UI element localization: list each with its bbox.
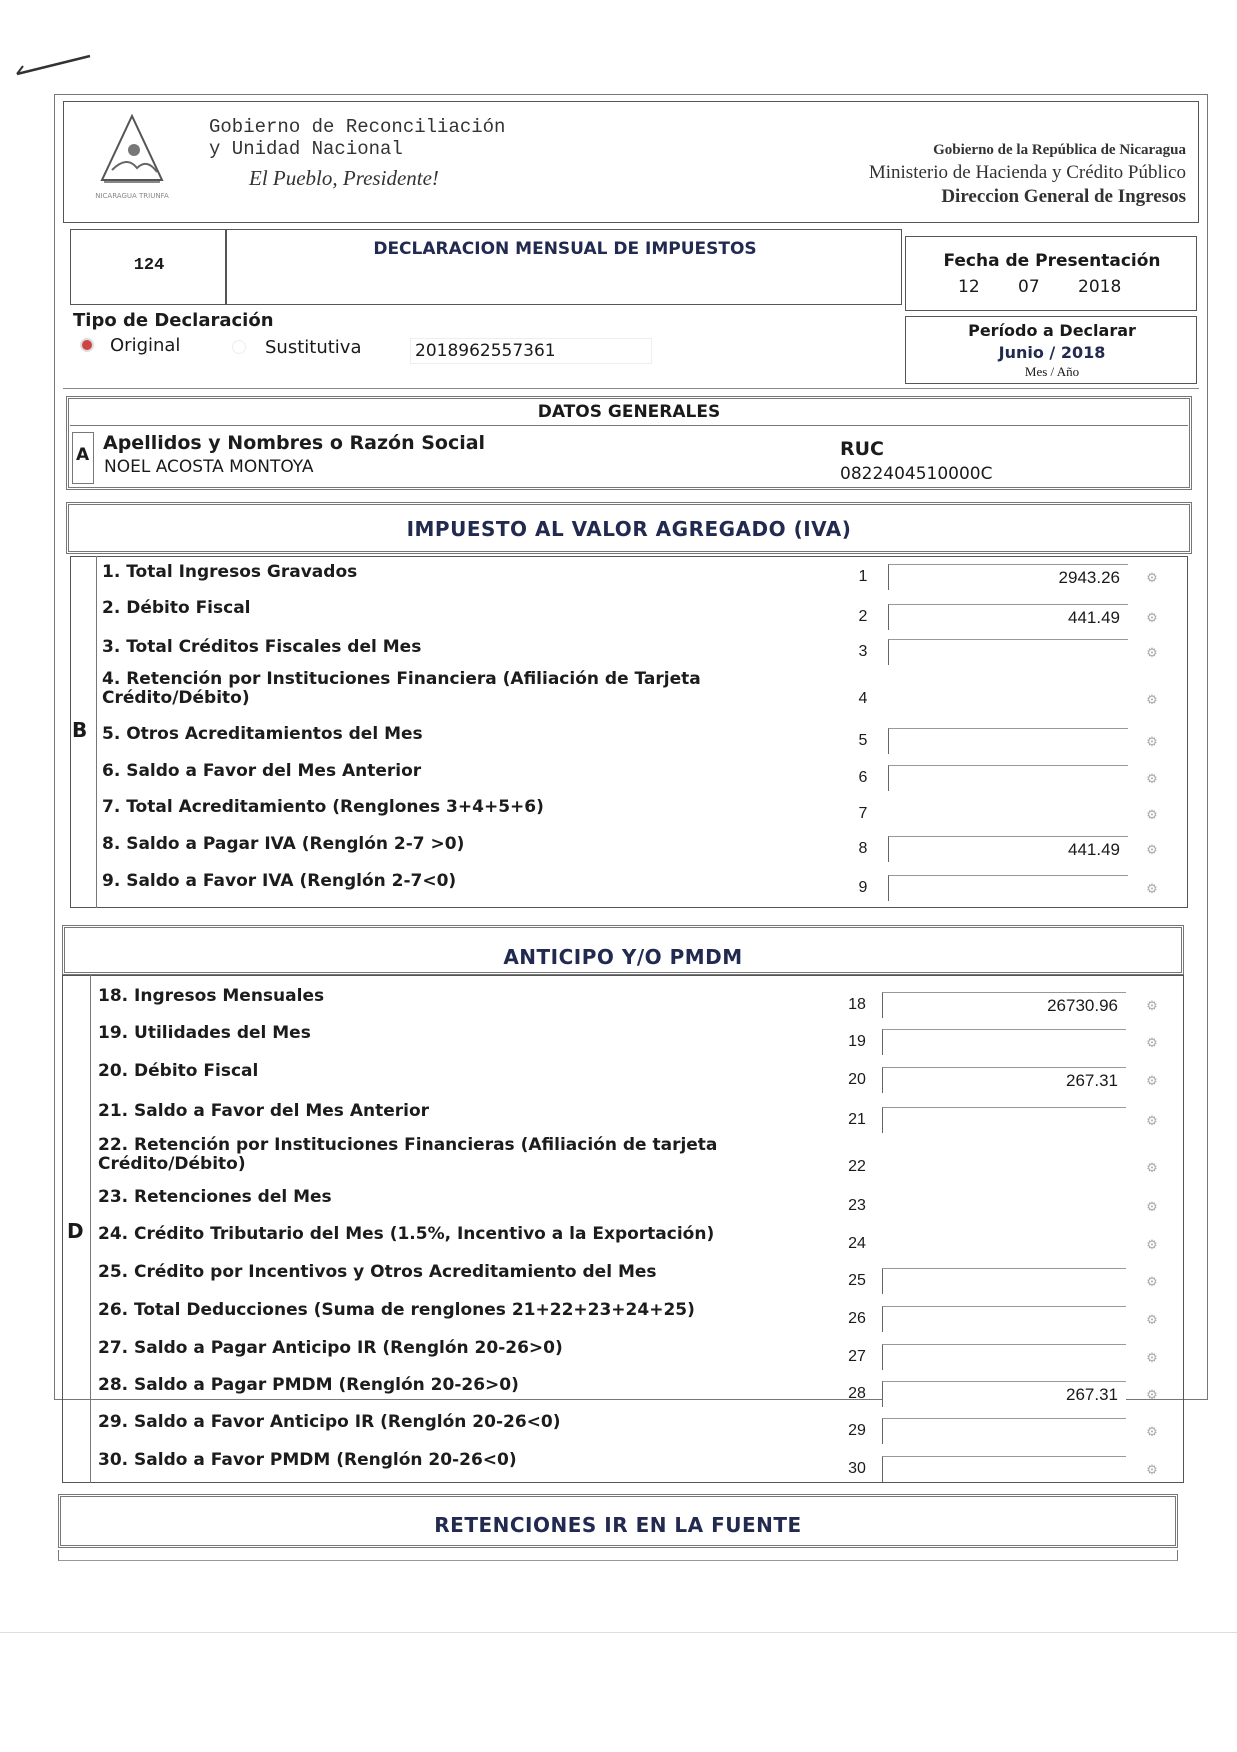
row-label-4: 4. Retención por Instituciones Financiera (Afiliación de Tarjeta Crédito/Débito) <box>102 669 701 708</box>
row-number-20: 20 <box>848 1071 866 1088</box>
calculator-icon[interactable]: ⚙ <box>1146 1351 1158 1366</box>
rep-line3: Direccion General de Ingresos <box>941 186 1186 207</box>
gov-line1: Gobierno de Reconciliación <box>209 116 506 138</box>
row-label-3: 3. Total Créditos Fiscales del Mes <box>102 637 422 657</box>
code-box <box>70 229 226 305</box>
row-input-6[interactable] <box>888 765 1128 791</box>
retenciones-title: RETENCIONES IR EN LA FUENTE <box>434 1513 802 1537</box>
row-value-8: 441.49 <box>1068 840 1120 859</box>
row-label-22: 22. Retención por Instituciones Financieras (Afiliación de tarjeta Crédito/Débito) <box>98 1135 718 1174</box>
row-label-30: 30. Saldo a Favor PMDM (Renglón 20-26<0) <box>98 1450 517 1470</box>
row-number-9: 9 <box>858 879 868 896</box>
row-input-3[interactable] <box>888 639 1128 665</box>
datos-generales-title: DATOS GENERALES <box>537 402 721 422</box>
row-value-1: 2943.26 <box>1058 568 1120 587</box>
row-label-1: 1. Total Ingresos Gravados <box>102 562 358 582</box>
ruc-label: RUC <box>840 438 885 460</box>
row-number-5: 5 <box>858 732 868 749</box>
row-value-20: 267.31 <box>1066 1071 1118 1090</box>
rep-line2: Ministerio de Hacienda y Crédito Público <box>868 162 1186 183</box>
periodo-label: Período a Declarar <box>968 321 1136 340</box>
divider <box>63 388 1199 389</box>
row-label-5: 5. Otros Acreditamientos del Mes <box>102 724 423 744</box>
row-input-28[interactable] <box>882 1381 1126 1407</box>
row-number-27: 27 <box>848 1348 866 1365</box>
tipo-label: Tipo de Declaración <box>73 310 274 331</box>
row-number-24: 24 <box>848 1235 866 1252</box>
section-a-cell <box>72 432 94 484</box>
row-input-25[interactable] <box>882 1268 1126 1294</box>
row-label-26: 26. Total Deducciones (Suma de renglones 21+22+23+24+25) <box>98 1300 695 1320</box>
section-b-letter: B <box>72 718 88 742</box>
row-input-20[interactable] <box>882 1067 1126 1093</box>
name-value: NOEL ACOSTA MONTOYA <box>104 457 314 477</box>
rep-line1: Gobierno de la República de Nicaragua <box>933 142 1186 158</box>
calculator-icon[interactable]: ⚙ <box>1146 1238 1158 1253</box>
calculator-icon[interactable]: ⚙ <box>1146 1388 1158 1403</box>
declaracion-number: 2018962557361 <box>415 341 556 361</box>
row-label-19: 19. Utilidades del Mes <box>98 1023 311 1043</box>
periodo-value: Junio / 2018 <box>998 343 1106 362</box>
row-value-18: 26730.96 <box>1047 996 1118 1015</box>
gov-line2: y Unidad Nacional <box>209 138 403 160</box>
calculator-icon[interactable]: ⚙ <box>1146 1114 1158 1129</box>
section-a-letter: A <box>76 445 90 465</box>
row-label-7: 7. Total Acreditamiento (Renglones 3+4+5+6) <box>102 797 544 817</box>
row-label-25: 25. Crédito por Incentivos y Otros Acreditamiento del Mes <box>98 1262 657 1282</box>
calculator-icon[interactable]: ⚙ <box>1146 999 1158 1014</box>
row-number-3: 3 <box>858 643 868 660</box>
fecha-year[interactable]: 2018 <box>1078 277 1122 297</box>
pen-mark <box>15 52 95 82</box>
row-number-19: 19 <box>848 1033 866 1050</box>
header-box <box>63 101 1199 223</box>
row-number-30: 30 <box>848 1460 866 1477</box>
calculator-icon[interactable]: ⚙ <box>1146 808 1158 823</box>
row-input-21[interactable] <box>882 1107 1126 1133</box>
calculator-icon[interactable]: ⚙ <box>1146 646 1158 661</box>
calculator-icon[interactable]: ⚙ <box>1146 1161 1158 1176</box>
row-number-18: 18 <box>848 996 866 1013</box>
datos-title-line <box>70 425 1188 426</box>
slogan: El Pueblo, Presidente! <box>249 166 439 190</box>
row-label-21: 21. Saldo a Favor del Mes Anterior <box>98 1101 430 1121</box>
fecha-day[interactable]: 12 <box>958 277 980 297</box>
row-number-1: 1 <box>858 568 868 585</box>
calculator-icon[interactable]: ⚙ <box>1146 1313 1158 1328</box>
row-input-27[interactable] <box>882 1344 1126 1370</box>
row-input-30[interactable] <box>882 1456 1126 1482</box>
calculator-icon[interactable]: ⚙ <box>1146 693 1158 708</box>
row-label-9: 9. Saldo a Favor IVA (Renglón 2-7<0) <box>102 871 457 891</box>
row-label-27: 27. Saldo a Pagar Anticipo IR (Renglón 20-26>0) <box>98 1338 563 1358</box>
calculator-icon[interactable]: ⚙ <box>1146 772 1158 787</box>
calculator-icon[interactable]: ⚙ <box>1146 571 1158 586</box>
row-input-26[interactable] <box>882 1306 1126 1332</box>
calculator-icon[interactable]: ⚙ <box>1146 1275 1158 1290</box>
row-number-6: 6 <box>858 769 868 786</box>
radio-original-label: Original <box>110 335 181 356</box>
calculator-icon[interactable]: ⚙ <box>1146 1425 1158 1440</box>
radio-sustitutiva-label: Sustitutiva <box>265 337 362 358</box>
row-input-8[interactable] <box>888 836 1128 862</box>
row-number-2: 2 <box>858 608 868 625</box>
row-number-29: 29 <box>848 1422 866 1439</box>
row-number-22: 22 <box>848 1158 866 1175</box>
row-input-1[interactable] <box>888 564 1128 590</box>
calculator-icon[interactable]: ⚙ <box>1146 1463 1158 1478</box>
calculator-icon[interactable]: ⚙ <box>1146 1074 1158 1089</box>
row-input-5[interactable] <box>888 728 1128 754</box>
declaracion-number-field[interactable] <box>410 338 652 364</box>
radio-sustitutiva-dot[interactable] <box>232 340 246 354</box>
radio-original-dot[interactable] <box>80 338 94 352</box>
fecha-box <box>905 236 1197 311</box>
row-label-18: 18. Ingresos Mensuales <box>98 986 325 1006</box>
row-label-29: 29. Saldo a Favor Anticipo IR (Renglón 20-26<0) <box>98 1412 561 1432</box>
form-title: DECLARACION MENSUAL DE IMPUESTOS <box>373 239 757 259</box>
row-input-9[interactable] <box>888 875 1128 901</box>
row-input-18[interactable] <box>882 992 1126 1018</box>
row-input-19[interactable] <box>882 1029 1126 1055</box>
periodo-sub: Mes / Año <box>1024 364 1080 379</box>
calculator-icon[interactable]: ⚙ <box>1146 843 1158 858</box>
row-label-8: 8. Saldo a Pagar IVA (Renglón 2-7 >0) <box>102 834 465 854</box>
retenciones-body <box>58 1550 1178 1561</box>
row-label-28: 28. Saldo a Pagar PMDM (Renglón 20-26>0) <box>98 1375 519 1395</box>
row-value-2: 441.49 <box>1068 608 1120 627</box>
fecha-label: Fecha de Presentación <box>943 251 1161 271</box>
form-code: 124 <box>133 256 165 275</box>
calculator-icon[interactable]: ⚙ <box>1146 1200 1158 1215</box>
title-box <box>226 229 902 305</box>
row-number-28: 28 <box>848 1385 866 1402</box>
calculator-icon[interactable]: ⚙ <box>1146 611 1158 626</box>
row-label-2: 2. Débito Fiscal <box>102 598 251 618</box>
row-number-8: 8 <box>858 840 868 857</box>
row-number-4: 4 <box>858 690 868 707</box>
row-input-2[interactable] <box>888 604 1128 630</box>
row-label-24: 24. Crédito Tributario del Mes (1.5%, Incentivo a la Exportación) <box>98 1224 715 1244</box>
section-d-letter: D <box>67 1219 84 1243</box>
row-input-29[interactable] <box>882 1418 1126 1444</box>
row-number-21: 21 <box>848 1111 866 1128</box>
calculator-icon[interactable]: ⚙ <box>1146 882 1158 897</box>
row-label-20: 20. Débito Fiscal <box>98 1061 259 1081</box>
row-number-25: 25 <box>848 1272 866 1289</box>
row-number-26: 26 <box>848 1310 866 1327</box>
row-number-23: 23 <box>848 1197 866 1214</box>
periodo-box <box>905 316 1197 384</box>
row-label-23: 23. Retenciones del Mes <box>98 1187 332 1207</box>
row-number-7: 7 <box>858 805 868 822</box>
fecha-month[interactable]: 07 <box>1018 277 1040 297</box>
anticipo-title: ANTICIPO Y/O PMDM <box>503 945 743 969</box>
emblem-icon <box>82 110 182 210</box>
calculator-icon[interactable]: ⚙ <box>1146 735 1158 750</box>
iva-title: IMPUESTO AL VALOR AGREGADO (IVA) <box>406 517 852 541</box>
row-value-28: 267.31 <box>1066 1385 1118 1404</box>
row-label-6: 6. Saldo a Favor del Mes Anterior <box>102 761 422 781</box>
name-label: Apellidos y Nombres o Razón Social <box>103 432 486 454</box>
svg-text:NICARAGUA TRIUNFA: NICARAGUA TRIUNFA <box>95 192 169 200</box>
ruc-value: 0822404510000C <box>840 464 993 484</box>
calculator-icon[interactable]: ⚙ <box>1146 1036 1158 1051</box>
page-bottom-edge <box>0 1632 1237 1633</box>
